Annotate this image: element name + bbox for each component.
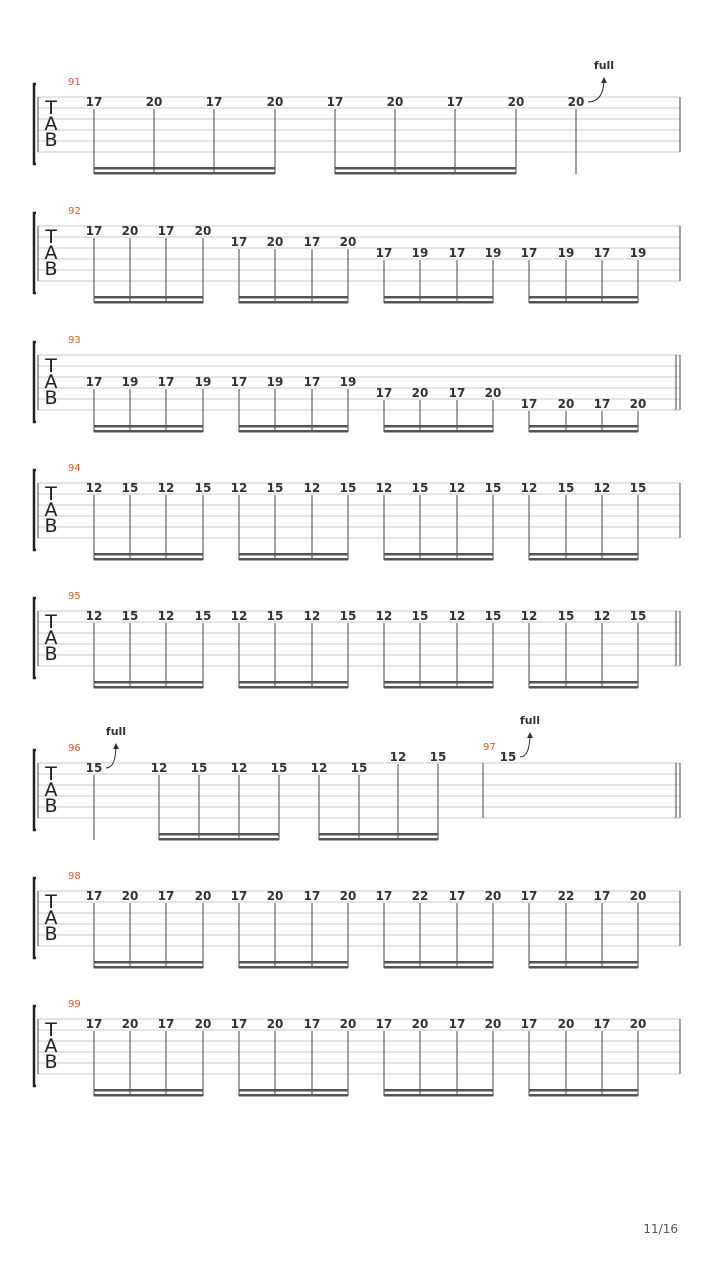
beam [384,301,493,304]
measure-number: 93 [68,335,81,346]
bend-arrowhead [113,743,119,749]
fret-number: 12 [230,609,248,623]
fret-number: 15 [339,609,357,623]
fret-number: 12 [448,481,466,495]
fret-number: 17 [85,889,103,903]
fret-number: 17 [593,889,611,903]
fret-number: 19 [411,246,429,260]
beam [384,686,493,689]
fret-number: 17 [230,889,248,903]
tab-clef-letter: T [45,97,57,119]
tab-clef-letter: T [45,763,57,785]
fret-number: 17 [446,95,464,109]
fret-number: 22 [411,889,429,903]
fret-number: 17 [448,1017,466,1031]
fret-number: 20 [339,1017,357,1031]
fret-number: 12 [85,609,103,623]
fret-number: 15 [194,481,212,495]
bend-label: full [519,714,541,727]
fret-number: 20 [629,1017,647,1031]
fret-number: 20 [484,386,502,400]
beam [239,686,348,689]
beam [529,686,638,689]
fret-number: 20 [507,95,525,109]
fret-number: 15 [557,481,575,495]
staff-bracket [34,598,36,678]
staff-system-94 [34,463,680,561]
tab-clef-letter: A [44,113,58,135]
staff-system-99 [34,999,680,1097]
tab-clef-letter: B [44,258,58,280]
fret-number: 17 [593,1017,611,1031]
beam [384,558,493,561]
beam [384,1094,493,1097]
fret-number: 15 [266,481,284,495]
beam [529,961,638,964]
staff-system-93 [34,335,680,433]
fret-number: 15 [85,761,103,775]
fret-number: 20 [484,889,502,903]
fret-number: 20 [266,95,284,109]
beam [384,425,493,428]
beam [239,558,348,561]
fret-number: 15 [429,750,447,764]
fret-number: 17 [303,375,321,389]
fret-number: 17 [375,1017,393,1031]
staff-system-98 [34,871,680,969]
bend-arrowhead [601,77,607,83]
beam [529,296,638,299]
fret-number: 20 [266,235,284,249]
fret-number: 12 [375,481,393,495]
beam [239,1094,348,1097]
fret-number: 12 [593,481,611,495]
beam [159,838,279,841]
fret-number: 17 [520,889,538,903]
fret-number: 17 [157,375,175,389]
beam [94,296,203,299]
fret-number: 17 [303,889,321,903]
beam [319,838,438,841]
fret-number: 15 [629,609,647,623]
bend-arrowhead [527,732,533,738]
measure-number: 96 [68,743,81,754]
staff-bracket [34,84,36,164]
fret-number: 12 [375,609,393,623]
fret-number: 17 [230,1017,248,1031]
tab-clef-letter: B [44,387,58,409]
beam [529,301,638,304]
fret-number: 15 [411,481,429,495]
fret-number: 17 [157,1017,175,1031]
fret-number: 12 [310,761,328,775]
measure-number: 91 [68,77,81,88]
beam [239,430,348,433]
fret-number: 20 [629,397,647,411]
beam [529,430,638,433]
tab-clef-letter: B [44,129,58,151]
fret-number: 15 [339,481,357,495]
tab-clef-letter: B [44,923,58,945]
fret-number: 17 [205,95,223,109]
bend-label: full [593,59,615,72]
fret-number: 17 [593,246,611,260]
tab-clef-letter: A [44,907,58,929]
beam [529,681,638,684]
tab-clef-letter: B [44,515,58,537]
fret-number: 12 [150,761,168,775]
beam [94,686,203,689]
beam [529,966,638,969]
tab-clef-letter: B [44,795,58,817]
beam [319,833,438,836]
fret-number: 15 [411,609,429,623]
staff-bracket [34,878,36,958]
fret-number: 17 [326,95,344,109]
fret-number: 17 [303,235,321,249]
fret-number: 17 [593,397,611,411]
fret-number: 17 [375,386,393,400]
fret-number: 20 [121,224,139,238]
tab-clef-letter: B [44,643,58,665]
staff-bracket [34,342,36,422]
fret-number: 17 [520,397,538,411]
fret-number: 20 [266,889,284,903]
fret-number: 20 [121,1017,139,1031]
beam [239,1089,348,1092]
fret-number: 19 [339,375,357,389]
fret-number: 22 [557,889,575,903]
tab-clef-letter: A [44,371,58,393]
tab-clef-letter: A [44,1035,58,1057]
beam [384,553,493,556]
fret-number: 12 [303,481,321,495]
beam [384,966,493,969]
fret-number: 17 [157,224,175,238]
fret-number: 19 [266,375,284,389]
measure-number: 92 [68,206,81,217]
fret-number: 17 [448,246,466,260]
fret-number: 15 [484,481,502,495]
beam [239,301,348,304]
fret-number: 20 [266,1017,284,1031]
fret-number: 20 [567,95,585,109]
beam [239,296,348,299]
beam [94,430,203,433]
fret-number: 12 [85,481,103,495]
beam [384,961,493,964]
fret-number: 12 [157,609,175,623]
beam [239,966,348,969]
fret-number: 15 [270,761,288,775]
beam [94,1094,203,1097]
fret-number: 12 [157,481,175,495]
beam [335,172,516,175]
staff-system-95 [34,591,680,689]
beam [239,425,348,428]
fret-number: 17 [303,1017,321,1031]
fret-number: 17 [520,246,538,260]
fret-number: 17 [85,95,103,109]
fret-number: 15 [194,609,212,623]
measure-number: 94 [68,463,81,474]
fret-number: 19 [484,246,502,260]
fret-number: 20 [629,889,647,903]
tab-clef-letter: B [44,1051,58,1073]
fret-number: 19 [194,375,212,389]
beam [94,961,203,964]
fret-number: 12 [230,761,248,775]
beam [94,553,203,556]
beam [94,301,203,304]
beam [529,1089,638,1092]
fret-number: 20 [557,1017,575,1031]
fret-number: 20 [339,889,357,903]
beam [239,553,348,556]
fret-number: 15 [121,609,139,623]
beam [94,681,203,684]
tab-clef-letter: A [44,627,58,649]
fret-number: 20 [484,1017,502,1031]
beam [94,558,203,561]
fret-number: 20 [194,1017,212,1031]
fret-number: 19 [121,375,139,389]
beam [529,558,638,561]
tab-clef-letter: T [45,1019,57,1041]
fret-number: 17 [157,889,175,903]
beam [384,296,493,299]
fret-number: 15 [350,761,368,775]
beam [384,1089,493,1092]
bend-curve [588,78,604,102]
fret-number: 15 [266,609,284,623]
fret-number: 20 [121,889,139,903]
fret-number: 17 [85,375,103,389]
staff-bracket [34,470,36,550]
beam [335,167,516,170]
staff-system-96 [34,714,680,841]
fret-number: 17 [230,235,248,249]
fret-number: 12 [448,609,466,623]
fret-number: 15 [121,481,139,495]
fret-number: 12 [593,609,611,623]
beam [384,430,493,433]
fret-number: 17 [448,386,466,400]
page-number: 11/16 [643,1222,678,1236]
fret-number: 15 [190,761,208,775]
fret-number: 12 [303,609,321,623]
tab-clef-letter: T [45,226,57,248]
fret-number: 15 [499,750,517,764]
beam [529,1094,638,1097]
fret-number: 17 [375,889,393,903]
bend-label: full [105,725,127,738]
fret-number: 20 [386,95,404,109]
measure-number: 95 [68,591,81,602]
beam [239,961,348,964]
fret-number: 17 [85,224,103,238]
measure-number: 99 [68,999,81,1010]
tab-clef-letter: A [44,242,58,264]
fret-number: 20 [145,95,163,109]
beam [239,681,348,684]
fret-number: 20 [194,224,212,238]
fret-number: 20 [194,889,212,903]
tab-clef-letter: A [44,779,58,801]
tab-clef-letter: A [44,499,58,521]
beam [384,681,493,684]
fret-number: 15 [557,609,575,623]
staff-system-92 [34,206,680,304]
fret-number: 12 [389,750,407,764]
staff-bracket [34,213,36,293]
fret-number: 15 [629,481,647,495]
beam [529,425,638,428]
fret-number: 19 [629,246,647,260]
staff-system-91 [34,59,680,175]
fret-number: 17 [375,246,393,260]
beam [94,167,275,170]
fret-number: 15 [484,609,502,623]
fret-number: 17 [520,1017,538,1031]
tab-clef-letter: T [45,891,57,913]
fret-number: 12 [520,481,538,495]
fret-number: 12 [520,609,538,623]
staff-bracket [34,1006,36,1086]
fret-number: 20 [339,235,357,249]
tab-clef-letter: T [45,483,57,505]
fret-number: 17 [85,1017,103,1031]
fret-number: 17 [230,375,248,389]
beam [94,966,203,969]
measure-number: 98 [68,871,81,882]
beam [94,425,203,428]
fret-number: 19 [557,246,575,260]
staff-bracket [34,750,36,830]
fret-number: 12 [230,481,248,495]
fret-number: 20 [557,397,575,411]
beam [94,1089,203,1092]
fret-number: 20 [411,1017,429,1031]
fret-number: 20 [411,386,429,400]
tab-clef-letter: T [45,611,57,633]
measure-number: 97 [483,742,496,753]
fret-number: 17 [448,889,466,903]
tab-clef-letter: T [45,355,57,377]
beam [159,833,279,836]
beam [94,172,275,175]
beam [529,553,638,556]
